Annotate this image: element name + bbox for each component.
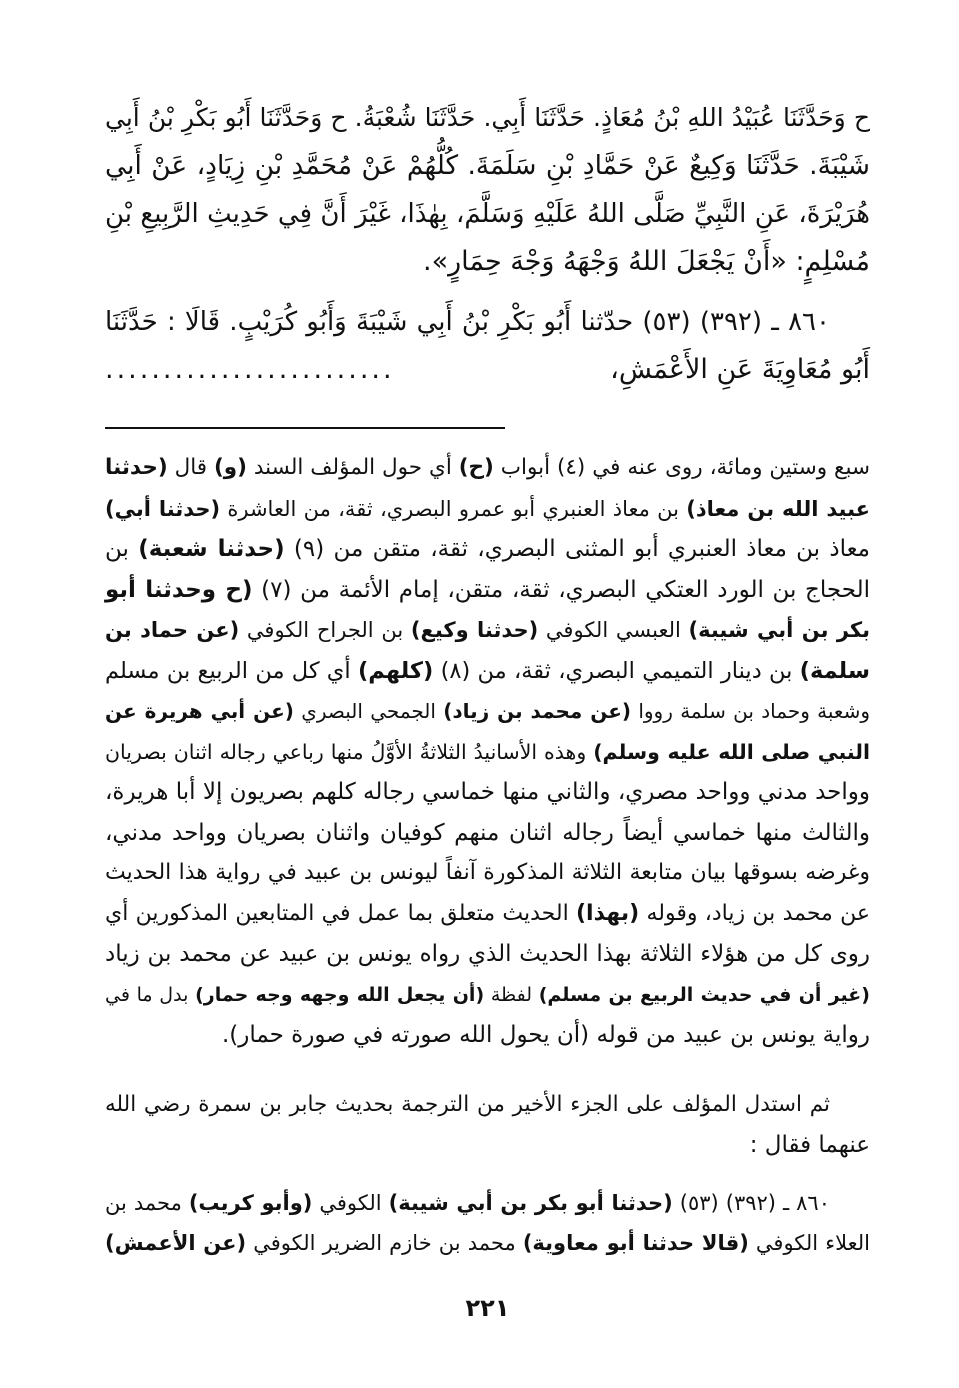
commentary-line — [105, 610, 870, 651]
commentary-text: أي كل من الربيع بن مسلم — [105, 657, 358, 684]
commentary-text: العلاء الكوفي — [748, 1231, 871, 1255]
commentary-text: بن — [105, 536, 139, 562]
hadith-text-block — [105, 94, 870, 286]
quoted-hadith-text: (كلهم) — [357, 657, 434, 684]
quoted-hadith-text: النبي صلى الله عليه وسلم) — [593, 739, 870, 764]
commentary-text: محمد بن — [105, 1191, 189, 1215]
footnote-separator-rule — [105, 427, 505, 429]
quoted-hadith-text: (ح وحدثنا أبو — [105, 576, 253, 603]
commentary-text: بن دينار التميمي البصري، ثقة، من (٨) — [433, 657, 800, 684]
commentary-text: الحجاج بن الورد العتكي البصري، ثقة، متقن، إمام الأئمة من (٧) — [252, 576, 870, 603]
commentary-text: روى كل من هؤلاء الثلاثة بهذا الحديث الذي رواه يونس بن عبيد عن محمد بن زياد — [105, 941, 870, 967]
commentary-line — [105, 1183, 870, 1223]
commentary-text: لفظة — [484, 983, 539, 1006]
isnad-line — [105, 346, 870, 394]
quoted-hadith-text: (حدثنا — [105, 455, 168, 480]
commentary-line — [105, 813, 870, 854]
commentary-line — [105, 691, 870, 732]
commentary-line — [105, 1085, 870, 1125]
commentary-text: أي حول المؤلف السند — [246, 455, 459, 480]
commentary-text: الجمحي البصري — [293, 699, 444, 723]
quoted-hadith-text: بكر بن أبي شيبة) — [688, 618, 870, 642]
commentary-line — [105, 732, 870, 773]
quoted-hadith-text: (حدثنا أبو بكر بن أبي شيبة) — [388, 1191, 673, 1215]
commentary-line — [105, 529, 870, 570]
commentary-text: ثم استدل المؤلف على الجزء الأخير من الترجمة بحديث جابر بن سمرة رضي الله — [105, 1092, 830, 1117]
quoted-hadith-text: سلمة) — [799, 657, 870, 684]
continuation-dots: ......................... — [105, 354, 395, 385]
commentary-line — [105, 853, 870, 894]
commentary-text: بن الجراح الكوفي — [239, 618, 411, 642]
quoted-hadith-text: عبيد الله بن معاذ) — [686, 496, 870, 521]
commentary-line — [105, 934, 870, 975]
quoted-hadith-text: (عن محمد بن زياد) — [443, 699, 632, 723]
commentary-text: عنهما فقال : — [749, 1132, 870, 1158]
commentary-text: محمد بن خازم الضرير الكوفي — [246, 1231, 523, 1255]
commentary-line — [105, 772, 870, 813]
commentary-text: سبع وستين ومائة، روى عنه في (٤) أبواب — [493, 455, 870, 480]
quoted-hadith-text: (عن الأعمش) — [105, 1231, 247, 1255]
commentary-line — [105, 651, 870, 692]
quoted-hadith-text: (عن أبي هريرة عن — [105, 699, 294, 723]
commentary-text: وغرضه بسوقها بيان متابعة الثلاثة المذكورة آنفاً ليونس بن عبيد في رواية هذا الحديث — [105, 860, 870, 885]
commentary-line — [105, 1223, 870, 1263]
quoted-hadith-text: (ح) — [458, 455, 494, 480]
commentary-text: بن معاذ العنبري أبو عمرو البصري، ثقة، من العاشرة — [220, 496, 687, 521]
commentary-line — [105, 1015, 870, 1056]
commentary-line — [105, 570, 870, 611]
commentary-line — [105, 448, 870, 489]
hadith-line: شَيْبَةَ. حَدَّثَنَا وَكِيعٌ عَنْ حَمَّادِ بْنِ سَلَمَةَ. كُلُّهُمْ عَنْ مُحَمَّدِ بْنِ زِيَادٍ، عَنْ أَبِي — [105, 150, 870, 181]
commentary-text: رواية يونس بن عبيد من قوله (أن يحول الله صورته في صورة حمار). — [221, 1022, 870, 1048]
quoted-hadith-text: (غير أن في حديث الربيع بن مسلم) — [538, 983, 870, 1006]
commentary-line — [105, 894, 870, 935]
quoted-hadith-text: (قالا حدثنا أبو معاوية) — [522, 1231, 749, 1255]
hadith-line: ح وَحَدَّثَنَا عُبَيْدُ اللهِ بْنُ مُعَاذٍ. حَدَّثَنَا أَبِي. حَدَّثَنَا شُعْبَةُ. ح وَحَدَّثَنَا أَبُو بَكْرِ بْنُ أَبِي — [105, 103, 870, 132]
commentary-text: ٨٦٠ ـ (٣٩٢) (٥٣) — [672, 1191, 830, 1215]
commentary-text: وواحد مدني وواحد مصري، والثاني منها خماسي رجاله كلهم بصريون إلا أبا هريرة، — [105, 779, 870, 805]
commentary-paragraph — [105, 448, 870, 1056]
page-number: ٢٢١ — [465, 1294, 510, 1322]
commentary-text: قال — [167, 455, 214, 480]
hadith-chain-block — [105, 298, 870, 394]
commentary-text: والثالث منها خماسي أيضاً رجاله اثنان منهم كوفيان واثنان بصريان وواحد مدني، — [105, 819, 870, 846]
hadith-line: هُرَيْرَةَ، عَنِ النَّبِيِّ صَلَّى اللهُ عَلَيْهِ وَسَلَّمَ، بِهٰذَا، غَيْرَ أَنَّ فِي حَدِيثِ الرَّبِيعِ بْنِ — [105, 199, 870, 229]
hadith-line: مُسْلِمٍ: «أَنْ يَجْعَلَ اللهُ وَجْهَهُ وَجْهَ حِمَارٍ». — [423, 246, 870, 277]
commentary-text: الحديث متعلق بما عمل في المتابعين المذكورين أي — [105, 900, 576, 926]
commentary-text: العبسي الكوفي — [538, 618, 689, 642]
quoted-hadith-text: (أن يجعل الله وجهه وجه حمار) — [195, 983, 485, 1006]
isnad-line: ٨٦٠ ـ (٣٩٢) (٥٣) حدّثنا أَبُو بَكْرِ بْنُ أَبِي شَيْبَةَ وَأَبُو كُرَيْبٍ. قَالَا : حَدَّثَنَا — [105, 307, 830, 337]
quoted-hadith-text: (حدثنا وكيع) — [410, 618, 539, 642]
quoted-hadith-text: (عن حماد بن — [105, 618, 240, 642]
commentary-text: وهذه الأسانيدُ الثلاثةُ الأوَّلُ منها رباعي رجاله اثنان بصريان — [105, 739, 594, 764]
commentary-line — [105, 975, 870, 1016]
quoted-hadith-text: (و) — [213, 455, 247, 480]
commentary-paragraph — [105, 1183, 870, 1263]
commentary-line — [105, 1125, 870, 1165]
isnad-line-text: أَبُو مُعَاوِيَةَ عَنِ الأَعْمَشِ، — [610, 354, 870, 385]
commentary-paragraph — [105, 1085, 870, 1165]
commentary-text: بدل ما في — [105, 983, 196, 1006]
commentary-text: عن محمد بن زياد، وقوله — [639, 900, 870, 926]
commentary-text: الكوفي — [312, 1191, 389, 1215]
commentary-text: وشعبة وحماد بن سلمة رووا — [631, 699, 870, 723]
commentary-text: معاذ بن معاذ العنبري أبو المثنى البصري، ثقة، متقن من (٩) — [284, 536, 871, 562]
quoted-hadith-text: (حدثنا أبي) — [105, 496, 221, 521]
quoted-hadith-text: (وأبو كريب) — [188, 1191, 313, 1215]
quoted-hadith-text: (بهذا) — [576, 900, 640, 926]
quoted-hadith-text: (حدثنا شعبة) — [138, 536, 285, 562]
commentary-line — [105, 489, 870, 530]
